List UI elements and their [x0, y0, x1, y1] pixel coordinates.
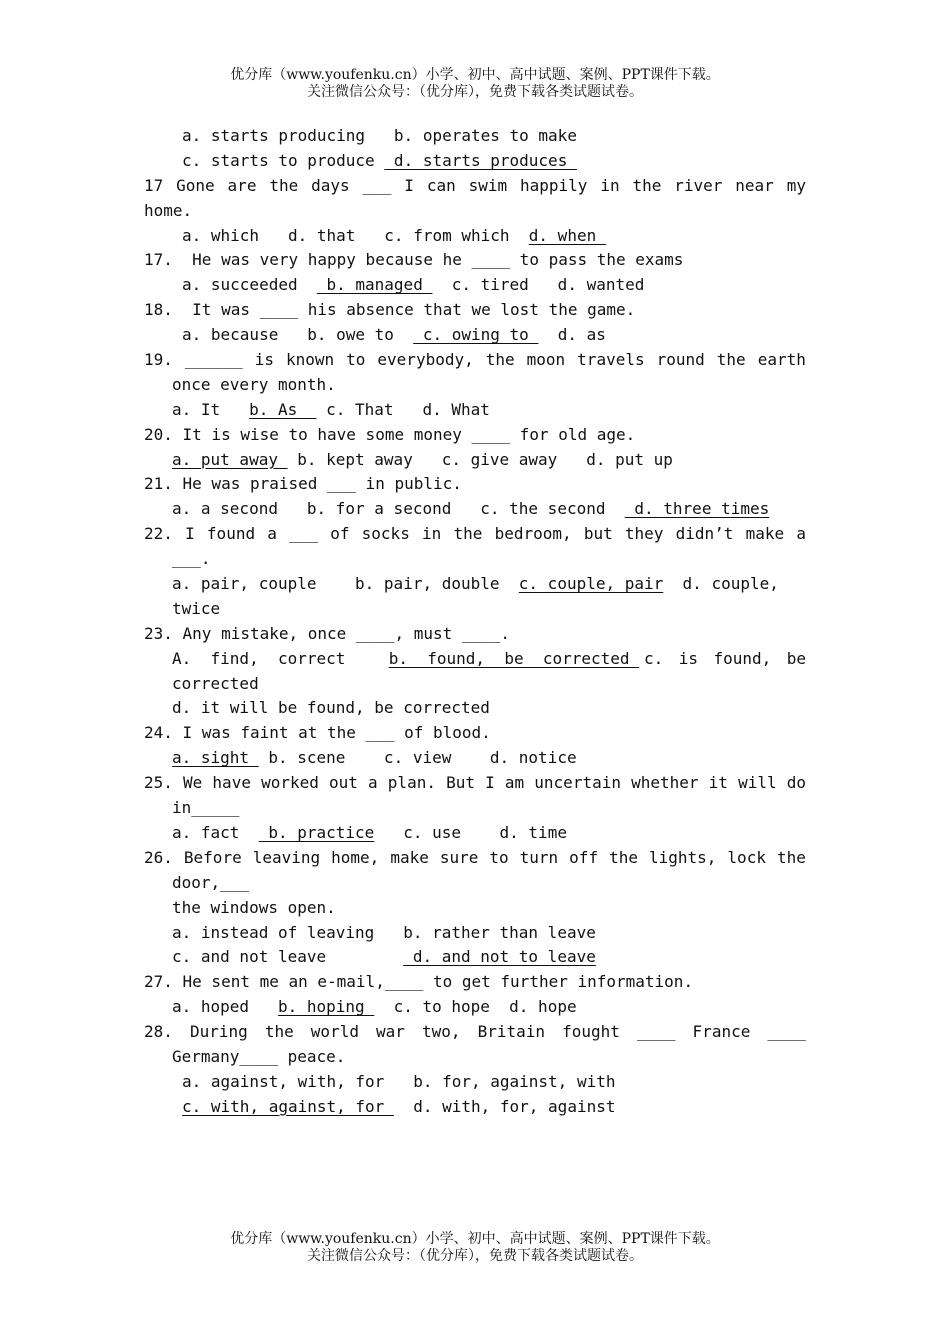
q25-options	[0, 821, 950, 846]
q23-options-cont-2: d. it will be found, be corrected	[172, 698, 490, 718]
q23-answer: b. found, be corrected	[388, 648, 640, 668]
q17b-option-a: a. succeeded	[182, 275, 317, 295]
q23-stem: 23. Any mistake, once ____, must ____.	[144, 623, 511, 643]
word: I	[404, 175, 414, 195]
word: ___	[362, 175, 392, 195]
word: round	[656, 350, 705, 370]
word: in	[422, 524, 442, 544]
word: can	[426, 175, 456, 195]
footer-line-1: 优分库（www.youfenku.cn）小学、初中、高中试题、案例、PPT课件下载。	[230, 1231, 720, 1247]
q19-option-rest: c. That d. What	[316, 399, 490, 419]
word: turn	[519, 847, 559, 867]
q27-options	[0, 995, 950, 1020]
q22-stem	[0, 522, 950, 547]
q20-answer: a. put away	[172, 449, 288, 469]
word: a	[267, 524, 277, 544]
word: found	[206, 524, 256, 544]
word: swim	[468, 175, 508, 195]
word: the	[485, 350, 515, 370]
page-header	[0, 67, 950, 101]
q28-stem-justified	[144, 1020, 806, 1045]
word: they	[624, 524, 664, 544]
q25-answer: b. practice	[258, 822, 375, 842]
q25-option-rest: c. use d. time	[374, 822, 567, 842]
q19-stem-justified	[144, 348, 806, 373]
q26-stem	[0, 846, 950, 871]
q26-options-row-1: a. instead of leaving b. rather than leave	[172, 922, 596, 942]
word: lock	[727, 847, 766, 867]
word: France	[692, 1022, 751, 1042]
word: do	[786, 773, 806, 793]
q17b-options	[0, 273, 950, 298]
q21-option-list: a. a second b. for a second c. the second	[172, 499, 625, 519]
word: During	[189, 1022, 248, 1042]
q25-stem	[0, 771, 950, 796]
q23-option-a: A. find, correct	[172, 648, 384, 668]
q25-option-a: a. fact	[172, 822, 259, 842]
q18-stem: 18. It was ____ his absence that we lost the game.	[144, 300, 636, 320]
q28-stem-cont: Germany____ peace.	[172, 1046, 346, 1066]
q19-stem-cont: once every month.	[172, 374, 336, 394]
q24-option-rest: b. scene c. view d. notice	[258, 748, 577, 768]
q17b-stem: 17. He was very happy because he ____ to pass the exams	[144, 250, 684, 270]
question-list	[0, 124, 950, 1120]
q23-option-c	[644, 647, 806, 672]
q27-option-a: a. hoped	[172, 997, 278, 1017]
q18-option-ab: a. because b. owe to	[182, 325, 414, 345]
word: known	[285, 350, 335, 370]
q26-stem-cont-2: the windows open.	[172, 897, 336, 917]
word: ______	[184, 350, 243, 370]
word: the	[269, 175, 299, 195]
word: to	[489, 847, 509, 867]
q21-stem: 21. He was praised ___ in public.	[144, 474, 462, 494]
word: ___	[289, 524, 319, 544]
q17a-stem-justified	[144, 174, 806, 199]
q18-options	[0, 323, 950, 348]
word: but	[583, 524, 613, 544]
footer-line-2: 关注微信公众号：（优分库），免费下载各类试题试卷。	[307, 1248, 643, 1264]
q26-options-row-2	[0, 945, 950, 970]
word: it	[708, 773, 728, 793]
word: plan.	[387, 773, 436, 793]
word: the	[609, 847, 638, 867]
q22-options-cont: twice	[172, 598, 221, 618]
q16-answer: d. starts produces	[384, 150, 577, 170]
word: I	[185, 524, 195, 544]
word: off	[569, 847, 599, 867]
q28-options-row-2	[0, 1095, 950, 1120]
q22-option-ab: a. pair, couple b. pair, double	[172, 574, 519, 594]
word: I	[485, 773, 495, 793]
word: is	[254, 350, 274, 370]
word: 25.	[144, 773, 173, 793]
word: be	[786, 648, 806, 668]
q19-stem	[0, 348, 950, 373]
word: are	[227, 175, 257, 195]
q17a-stem-cont: home.	[144, 200, 193, 220]
q24-answer: a. sight	[172, 748, 259, 768]
word: But	[446, 773, 475, 793]
word: my	[786, 175, 806, 195]
q22-option-d: d. couple,	[663, 574, 779, 594]
word: worked	[261, 773, 319, 793]
word: ____	[636, 1022, 676, 1042]
word: a	[368, 773, 378, 793]
word: leaving	[252, 847, 321, 867]
q17a-stem	[0, 174, 950, 199]
word: fought	[562, 1022, 620, 1042]
q27-answer: b. hoping	[277, 997, 375, 1017]
q18-option-rest: d. as	[538, 325, 606, 345]
header-line-2: 关注微信公众号：（优分库），免费下载各类试题试卷。	[307, 84, 643, 100]
word: 19.	[144, 350, 173, 370]
q16-options-row-1: a. starts producing b. operates to make	[182, 126, 577, 145]
q19-options	[0, 398, 950, 423]
word: days	[311, 175, 350, 195]
word: river	[674, 175, 723, 195]
q17a-answer: d. when	[528, 225, 606, 245]
word: home,	[331, 847, 380, 867]
q21-options	[0, 497, 950, 522]
q22-stem-cont: ___.	[172, 549, 211, 569]
word: moon	[526, 350, 566, 370]
q26-stem-justified	[144, 846, 806, 871]
q28-answer: c. with, against, for	[182, 1096, 394, 1116]
word: am	[504, 773, 525, 793]
q20-options	[0, 448, 950, 473]
q28-options-row-1: a. against, with, for b. for, against, with	[182, 1071, 616, 1091]
word: Before	[183, 847, 242, 867]
word: Britain	[477, 1022, 546, 1042]
q25-stem-cont: in_____	[172, 798, 240, 818]
word: didn’t	[675, 524, 734, 544]
word: 22.	[144, 524, 173, 544]
word: lights,	[648, 847, 717, 867]
q22-options	[0, 572, 950, 597]
q26-stem-cont-1: door,___	[172, 872, 250, 892]
q28-option-rest: d. with, for, against	[393, 1096, 616, 1116]
q16-options-row-2	[0, 149, 950, 174]
q16-option-c: c. starts to produce	[182, 150, 385, 170]
word: have	[212, 773, 251, 793]
q17b-answer: b. managed	[316, 275, 433, 295]
q27-option-rest: c. to hope d. hope	[374, 997, 577, 1017]
q25-stem-justified	[144, 771, 806, 796]
word: out	[329, 773, 358, 793]
word: everybody,	[377, 350, 474, 370]
word: the	[453, 524, 483, 544]
q18-answer: c. owing to	[413, 325, 539, 345]
word: happily	[520, 175, 588, 195]
header-line-1: 优分库（www.youfenku.cn）小学、初中、高中试题、案例、PPT课件下载。	[230, 67, 720, 83]
word: ____	[767, 1022, 806, 1042]
word: is	[678, 648, 698, 668]
word: in	[600, 175, 620, 195]
word: war	[376, 1022, 405, 1042]
word: bedroom,	[494, 524, 572, 544]
word: two,	[422, 1022, 461, 1042]
word: the	[264, 1022, 294, 1042]
word: whether	[631, 773, 699, 793]
word: to	[346, 350, 366, 370]
word: the	[632, 175, 662, 195]
word: We	[183, 773, 203, 793]
word: travels	[577, 350, 645, 370]
page-footer	[0, 1231, 950, 1265]
word: world	[310, 1022, 359, 1042]
q26-option-c: c. and not leave	[172, 947, 404, 967]
word: earth	[757, 350, 806, 370]
q28-stem	[0, 1020, 950, 1045]
word: will	[738, 773, 777, 793]
word: of	[330, 524, 350, 544]
word: 17	[144, 175, 164, 195]
word: Gone	[176, 175, 215, 195]
word: 28.	[144, 1022, 173, 1042]
word: near	[735, 175, 774, 195]
word: found,	[713, 648, 772, 668]
q20-stem: 20. It is wise to have some money ____ for old age.	[144, 424, 636, 444]
word: make	[390, 847, 429, 867]
word: the	[776, 847, 806, 867]
word: a	[796, 524, 806, 544]
q17a-option-list: a. which d. that c. from which	[182, 225, 529, 245]
q24-stem: 24. I was faint at the ___ of blood.	[144, 723, 491, 743]
q21-answer: d. three times	[624, 499, 770, 519]
q24-options	[0, 746, 950, 771]
q22-answer: c. couple, pair	[518, 574, 664, 594]
word: make	[745, 524, 785, 544]
q17a-options	[0, 224, 950, 249]
word: sure	[439, 847, 479, 867]
word: the	[716, 350, 746, 370]
q26-answer: d. and not to leave	[403, 947, 596, 967]
word: 26.	[144, 847, 173, 867]
q22-stem-justified	[144, 522, 806, 547]
q27-stem: 27. He sent me an e-mail,____ to get further information.	[144, 972, 694, 992]
q17b-option-rest: c. tired d. wanted	[432, 275, 645, 295]
q23-options	[0, 647, 950, 672]
word: uncertain	[534, 773, 621, 793]
q19-option-a: a. It	[172, 399, 250, 419]
q23-options-cont-1: corrected	[172, 673, 259, 693]
word: c.	[644, 648, 664, 668]
q20-option-rest: b. kept away c. give away d. put up	[287, 449, 673, 469]
q19-answer: b. As	[249, 399, 317, 419]
word: socks	[361, 524, 410, 544]
